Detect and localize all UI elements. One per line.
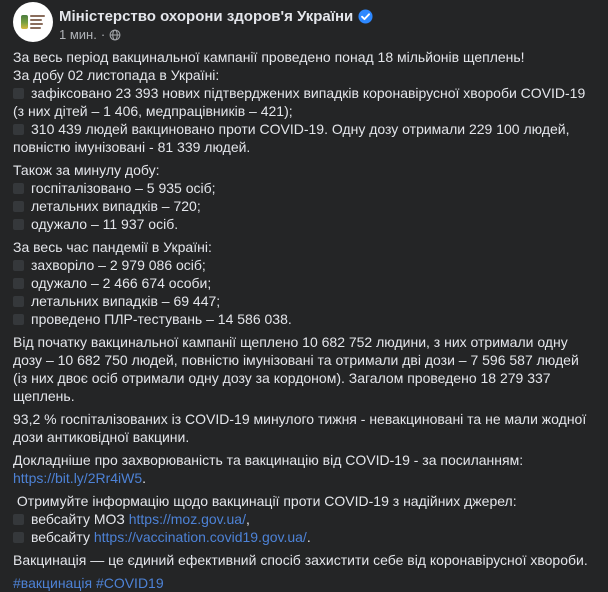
post-text-line [13,256,595,274]
post-paragraph [13,551,595,569]
post-header [0,0,608,42]
post-text-line [13,551,595,569]
globe-icon [109,29,121,41]
post-body [0,42,608,592]
post-text: Також за минулу добу: [13,162,160,178]
post-text: зафіксовано 23 393 нових підтверджених випадків коронавірусної хвороби COVID-19 (з них дітей – 1 406, медпрацівників – 421); [13,85,590,119]
post-text-line [13,274,595,292]
post-paragraph [13,492,595,546]
post-text: 310 439 людей вакциновано проти COVID-19. Одну дозу отримали 229 100 людей, повністю імунізовані - 81 339 людей. [13,121,574,155]
post-text-line [13,161,595,179]
post-text-line [13,197,595,215]
post-text: Отримуйте інформацію щодо вакцинації проти COVID-19 з надійних джерел: [13,493,517,509]
post-link[interactable]: https://bit.ly/2Rr4iW5 [13,470,143,486]
post-meta [59,27,373,42]
post-text-line [13,66,595,84]
bullet-square-icon [13,514,24,525]
bullet-square-icon [13,296,24,307]
post-paragraph [13,48,595,156]
post-link[interactable]: https://moz.gov.ua/ [128,511,246,527]
post-text: , [245,511,250,527]
post-text-line [13,292,595,310]
post-text: Вакцинація — це єдиний ефективний спосіб захистити себе від коронавірусної хвороби. [13,552,588,568]
post-paragraph [13,238,595,328]
bullet-square-icon [13,278,24,289]
post-text: проведено ПЛР-тестувань – 14 586 038. [31,311,292,327]
post-text-line [13,48,595,66]
post-text-line [13,510,595,528]
post-text-line [13,492,595,510]
post-text: летальних випадків – 720; [31,198,201,214]
post-text-line [13,410,595,446]
page-name[interactable]: Міністерство охорони здоров'я України [59,8,354,25]
bullet-square-icon [13,219,24,230]
post-paragraph [13,410,595,446]
post-text-line [13,574,595,592]
bullet-square-icon [13,201,24,212]
ministry-logo-text-lines [30,15,45,29]
timestamp[interactable]: 1 мин. [59,27,97,42]
post-text: . [142,470,147,486]
verified-badge-icon [358,9,373,24]
post-paragraph [13,451,595,487]
post-text-line [13,238,595,256]
post-text-line [13,451,595,469]
post-text-line [13,310,595,328]
post-text: Від початку вакцинальної кампанії щеплено 10 682 752 людини, з них отримали одну дозу – 10 682 750 людей, повністю імунізовані та отримали дві дози – 7 596 587 людей (із них двоє осіб отримали одну дозу за кордоном). Загалом проведено 18 279 337 щеплень. [13,334,583,404]
post-text: летальних випадків – 69 447; [31,293,221,309]
post-text-line [13,120,595,156]
post-text: Докладніше про захворюваність та вакцинацію від COVID-19 - за посиланням: [13,452,524,468]
header-text [59,2,373,42]
meta-separator: · [100,27,106,42]
post-text: госпіталізовано – 5 935 осіб; [31,180,216,196]
post-paragraph [13,161,595,233]
post-text: За добу 02 листопада в Україні: [13,67,220,83]
avatar[interactable] [13,2,53,42]
post-text: одужало – 2 466 674 особи; [31,275,212,291]
post-text-line [13,469,595,487]
post-text: вебсайту [31,529,94,545]
post-text: захворіло – 2 979 086 осіб; [31,257,206,273]
post-text: 93,2 % госпіталізованих із COVID-19 минулого тижня - невакциновані та не мали жодної дози антиковідної вакцини. [13,411,591,445]
hashtag-link[interactable]: #вакцинація [13,575,93,591]
post-text-line [13,179,595,197]
post-text-line [13,84,595,120]
post-text: За весь період вакцинальної кампанії проведено понад 18 мільйонів щеплень! [13,49,525,65]
post-text-line [13,528,595,546]
bullet-square-icon [13,532,24,543]
bullet-square-icon [13,314,24,325]
post-text: одужало – 11 937 осіб. [31,216,179,232]
bullet-square-icon [13,88,24,99]
post-text: вебсайту МОЗ [31,511,129,527]
post-text-line [13,215,595,233]
hashtag-link[interactable]: #COVID19 [95,575,164,591]
post-text: . [306,529,311,545]
ministry-emblem-icon [21,15,28,29]
post-link[interactable]: https://vaccination.covid19.gov.ua/ [93,529,307,545]
bullet-square-icon [13,183,24,194]
post-text-line [13,333,595,405]
post-paragraph [13,333,595,405]
post-paragraph [13,574,595,592]
bullet-square-icon [13,260,24,271]
post-text: За весь час пандемії в Україні: [13,239,212,255]
bullet-square-icon [13,124,24,135]
